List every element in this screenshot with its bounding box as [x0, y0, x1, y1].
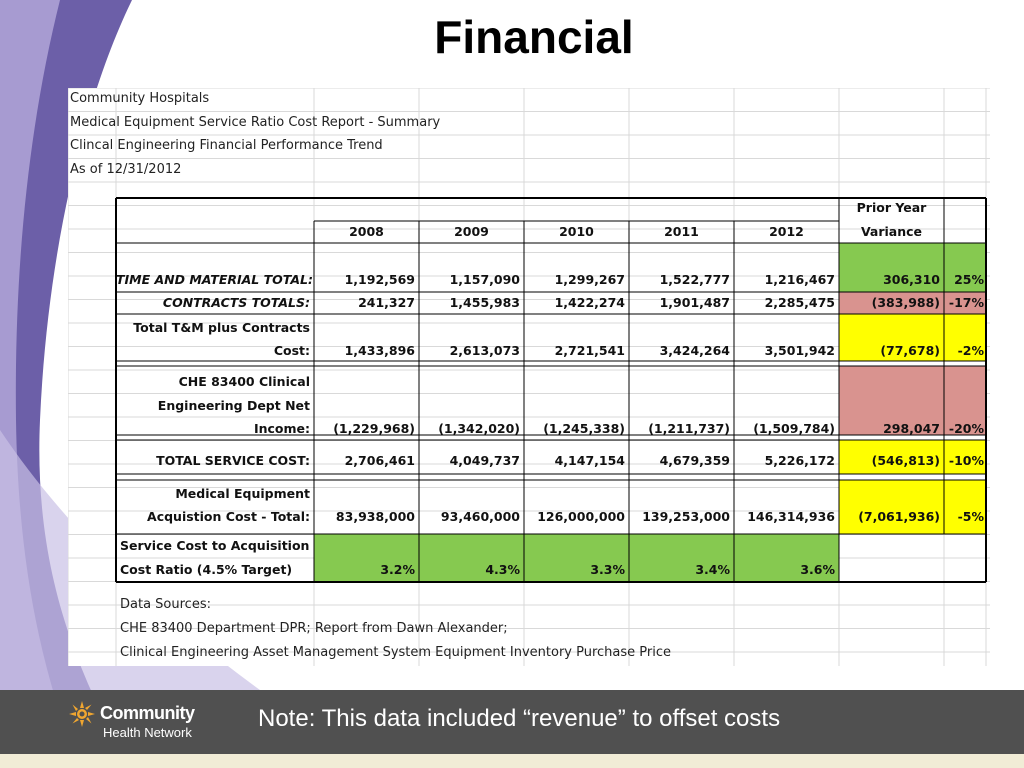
value-cell: (1,509,784): [753, 421, 835, 436]
value-cell: 1,901,487: [659, 295, 730, 310]
logo-name: Community: [100, 703, 195, 723]
ratio-cell: 3.3%: [590, 562, 625, 577]
ratio-cell: 3.4%: [695, 562, 730, 577]
row-label: Total T&M plus Contracts: [133, 319, 310, 335]
prior-year-header: Prior Year: [856, 200, 927, 215]
slide-title: Financial: [434, 11, 634, 63]
value-cell: 139,253,000: [642, 509, 730, 524]
value-cell: 4,147,154: [554, 453, 625, 468]
row-label: CHE 83400 Clinical: [178, 374, 310, 389]
value-cell: (1,245,338): [543, 421, 625, 436]
report-subtitle: Clincal Engineering Financial Performance Trend: [70, 138, 383, 153]
data-sources-label: Data Sources:: [120, 597, 211, 612]
ratio-cell: 4.3%: [485, 562, 520, 577]
value-cell: 1,455,983: [449, 295, 520, 310]
row-label: Cost:: [273, 343, 310, 358]
variance-cell: (7,061,936): [858, 509, 940, 524]
value-cell: 3,501,942: [764, 343, 835, 358]
variance-pct-cell: -17%: [948, 295, 984, 310]
variance-pct-cell: 25%: [954, 272, 984, 287]
variance-cell: (383,988): [871, 295, 940, 310]
value-cell: 1,299,267: [554, 272, 625, 287]
variance-pct-cell: -10%: [948, 453, 984, 468]
row-label: Engineering Dept Net: [157, 397, 310, 413]
value-cell: 1,216,467: [764, 272, 835, 287]
value-cell: 4,049,737: [449, 453, 520, 468]
year-header-2010: 2010: [559, 224, 594, 239]
footer-note: Note: This data included “revenue” to offset costs: [258, 705, 781, 732]
value-cell: 2,613,073: [449, 343, 520, 358]
value-cell: 5,226,172: [764, 453, 835, 468]
variance-cell: (546,813): [871, 453, 940, 468]
value-cell: 146,314,936: [747, 509, 835, 524]
ratio-cell: 3.2%: [380, 562, 415, 577]
value-cell: 1,422,274: [554, 295, 625, 310]
value-cell: 2,285,475: [764, 295, 835, 310]
year-header-2009: 2009: [454, 224, 489, 239]
report-date: As of 12/31/2012: [70, 162, 182, 177]
value-cell: (1,342,020): [438, 421, 520, 436]
ratio-label: Service Cost to Acquisition: [120, 538, 310, 553]
row-label: Acquistion Cost - Total:: [147, 509, 310, 524]
row-label: TIME AND MATERIAL TOTAL:: [116, 272, 313, 287]
variance-cell: 306,310: [883, 272, 940, 287]
data-source-dpr: CHE 83400 Department DPR; Report from Dawn Alexander;: [120, 621, 508, 636]
value-cell: (1,211,737): [648, 421, 730, 436]
variance-header: Variance: [860, 224, 923, 239]
footer-stripe: [0, 754, 1024, 768]
value-cell: 1,522,777: [659, 272, 730, 287]
data-source-asset-system: Clinical Engineering Asset Management System Equipment Inventory Purchase Price: [120, 645, 671, 660]
year-header-2012: 2012: [769, 224, 804, 239]
variance-pct-cell: -20%: [948, 421, 984, 436]
value-cell: 2,706,461: [344, 453, 415, 468]
year-header-2008: 2008: [349, 224, 384, 239]
value-cell: 83,938,000: [335, 509, 415, 524]
row-label: CONTRACTS TOTALS:: [162, 295, 310, 310]
value-cell: 1,433,896: [344, 343, 415, 358]
variance-cell: 298,047: [883, 421, 940, 436]
value-cell: 1,192,569: [344, 272, 415, 287]
variance-pct-cell: -5%: [957, 509, 984, 524]
variance-cell: (77,678): [880, 343, 940, 358]
value-cell: 2,721,541: [554, 343, 625, 358]
ratio-cell: 3.6%: [800, 562, 835, 577]
sunburst-logo-icon: [68, 700, 96, 728]
logo-subtitle: Health Network: [103, 725, 192, 740]
value-cell: 4,679,359: [659, 453, 730, 468]
variance-pct-cell: -2%: [957, 343, 984, 358]
report-name: Medical Equipment Service Ratio Cost Report - Summary: [70, 115, 441, 130]
year-header-2011: 2011: [664, 224, 699, 239]
value-cell: 1,157,090: [449, 272, 520, 287]
ratio-label: Cost Ratio (4.5% Target): [120, 561, 293, 577]
value-cell: 93,460,000: [440, 509, 520, 524]
value-cell: 126,000,000: [537, 509, 625, 524]
report-org: Community Hospitals: [70, 91, 210, 106]
row-label: Medical Equipment: [175, 485, 310, 501]
value-cell: 241,327: [358, 295, 415, 310]
value-cell: 3,424,264: [659, 343, 730, 358]
value-cell: (1,229,968): [333, 421, 415, 436]
row-label: TOTAL SERVICE COST:: [156, 453, 310, 468]
spreadsheet: [68, 88, 990, 666]
row-label: Income:: [253, 421, 310, 436]
